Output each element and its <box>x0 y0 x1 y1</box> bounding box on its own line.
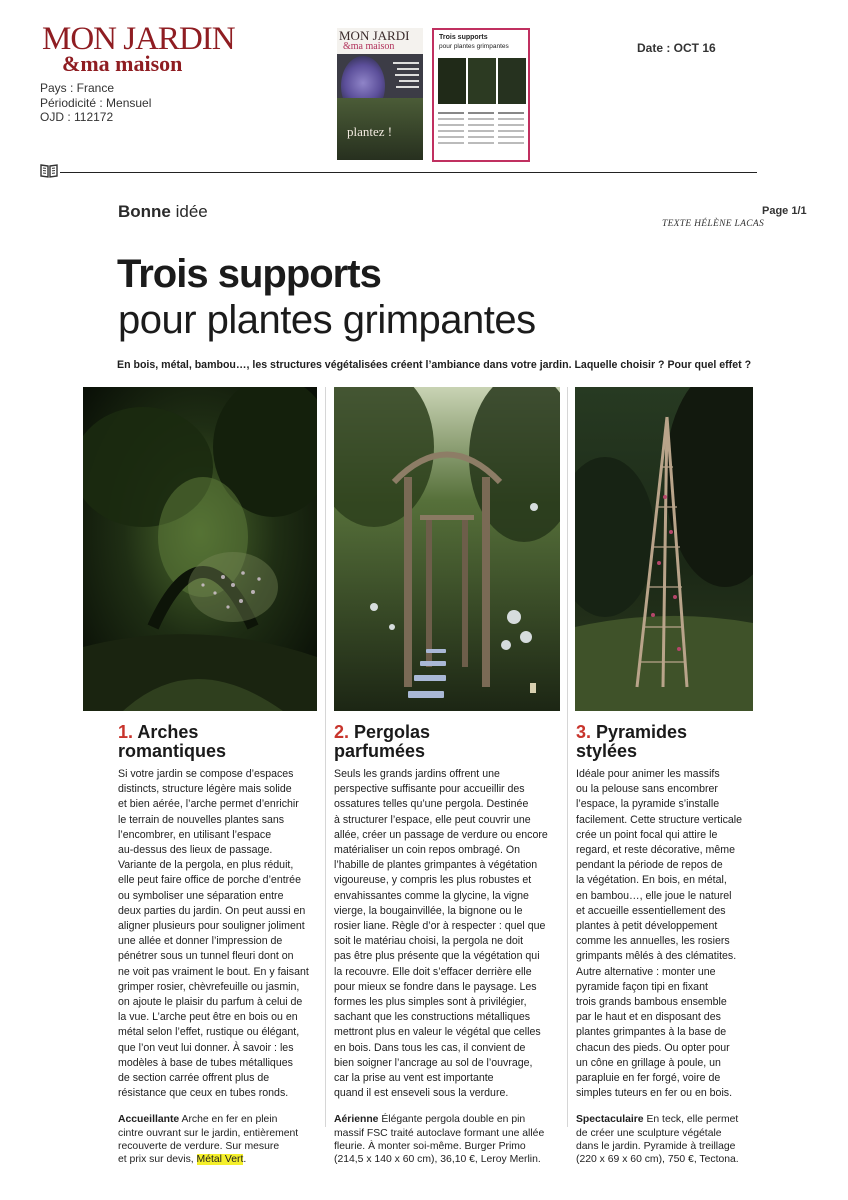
photo-caption-pergolas: Aérienne Élégante pergola double en pin massif FSC traité autoclave formant une allée fleurie. À monter soi-même. Burger Primo (214,5 x 140 x 60 cm), 36,10 €, Leroy Merlin. <box>334 1114 545 1166</box>
article-title-line2: pour plantes grimpantes <box>118 298 536 342</box>
cover-subtitle: &ma maison <box>343 41 395 52</box>
cover-title: MON JARDI <box>339 28 410 43</box>
thumbnail-title: Trois supports <box>439 34 488 41</box>
magazine-logo-line2: &ma maison <box>62 51 183 76</box>
rubric-kicker: Bonne idée <box>118 202 208 221</box>
header-rule <box>60 172 757 173</box>
photo-caption-pyramides: Spectaculaire En teck, elle permet de créer une sculpture végétale dans le jardin. Pyramide à treillage (220 x 69 x 60 cm), 750 €, Tectona. <box>576 1114 739 1166</box>
column-pergolas <box>334 723 564 1166</box>
date-label: Date : OCT 16 <box>637 41 716 55</box>
photo-pergola-walkway <box>334 387 560 711</box>
thumbnail-subtitle: pour plantes grimpantes <box>439 43 509 50</box>
article-page-thumbnail <box>432 28 530 162</box>
ojd-label: OJD : 112172 <box>40 110 114 124</box>
magazine-cover-thumbnail <box>337 28 423 160</box>
section-heading-pyramides: 3. Pyramides stylées <box>576 722 688 761</box>
periodicite-label: Périodicité : Mensuel <box>40 96 152 110</box>
column-pyramides <box>576 723 766 1166</box>
column-separator <box>325 387 326 1127</box>
highlighted-brand: Métal Vert <box>196 1154 244 1166</box>
cover-headline: plantez ! <box>347 124 393 139</box>
section-body-pergolas: Seuls les grands jardins offrent une perspective suffisante pour accueillir des ossatures telles qu’une pergola. Destinée à structurer l’espace, elle peut couvrir une allée, créer un passage de verdure ou encore matérialiser un coin repos ombragé. On l’habille de plantes grimpantes à végétation vigoureuse, y compris les plus robustes et envahissantes comme la glycine, la vigne vierge, la bougainvillée, la bignone ou le rosier liane. Règle d’or à respecter : quel que soit le matériau choisi, la pergola ne doit pas être plus présente que la végétation qui la recouvre. Elle doit s’effacer derrière elle pour mieux se fondre dans le paysage. Les formes les plus simples sont à privilégier, sachant que les constructions métalliques mettront plus en valeur le végétal que celles en bois. Dans tous les cas, il convient de bien soigner l’ancrage au sol de l’ouvrage, car la prise au vent est importante quand il est enseveli sous la verdure. <box>334 768 548 1100</box>
section-heading-pergolas: 2. Pergolas parfumées <box>334 722 431 761</box>
article-title-line1: Trois supports <box>117 252 381 296</box>
magazine-logo-line1: MON JARDIN <box>42 21 235 57</box>
article-standfirst: En bois, métal, bambou…, les structures végétalisées créent l’ambiance dans votre jardin. Laquelle choisir ? Pour quel effet ? <box>117 359 752 371</box>
page-number: Page 1/1 <box>762 205 807 217</box>
author-credit: TEXTE HÉLÈNE LACAS <box>662 219 764 229</box>
photo-wooden-pyramid <box>575 387 753 711</box>
pays-label: Pays : France <box>40 81 115 95</box>
section-heading-arches: 1. Arches romantiques <box>118 722 227 761</box>
book-icon <box>40 163 58 179</box>
photo-arch-garden <box>83 387 317 711</box>
photo-caption-arches: Accueillante Arche en fer en plein cintre ouvrant sur le jardin, entièrement recouverte de verdure. Sur mesure et prix sur devis, Métal Vert. <box>118 1114 299 1166</box>
column-separator <box>567 387 568 1127</box>
section-body-pyramides: Idéale pour animer les massifs ou la pelouse sans encombrer l’espace, la pyramide s’installe facilement. Cette structure verticale crée un point focal qui attire le regard, et reste décorative, même pendant la période de repos de la végétation. En bois, en métal, en bambou…, elle joue le naturel et accueille essentiellement des plantes à petit développement comme les annuelles, les rosiers grimpants mêlés à des clématites. Autre alternative : monter une pyramide façon tipi en fixant trois grands bambous ensemble par le haut et en disposant des plantes grimpantes à la base de chacun des pieds. Ou opter pour un cône en grillage à poule, un parapluie en fer forgé, voire de simples tuteurs en fer ou en bois. <box>576 768 743 1100</box>
section-body-arches: Si votre jardin se compose d’espaces distincts, structure légère mais solide et bien aérée, l’arche permet d’enrichir le terrain de nouvelles plantes sans l’encombrer, en utilisant l’espace au-dessus des lieux de passage. Variante de la pergola, en plus réduit, elle peut faire office de porche d’entrée ou symboliser une séparation entre deux parties du jardin. On peut aussi en aligner plusieurs pour souligner joliment une allée et donner l’impression de pénétrer sous un tunnel fleuri dont on ne voit pas vraiment le bout. En y faisant grimper rosier, chèvrefeuille ou jasmin, on ajoute le plaisir du parfum à celui de la vue. L’arche peut être en bois ou en métal selon l’effet, rustique ou élégant, que l’on veut lui donner. À savoir : les modèles à base de tubes métalliques de section carrée offrent plus de résistance que ceux en tubes ronds. <box>118 768 309 1100</box>
column-arches <box>118 723 323 1166</box>
